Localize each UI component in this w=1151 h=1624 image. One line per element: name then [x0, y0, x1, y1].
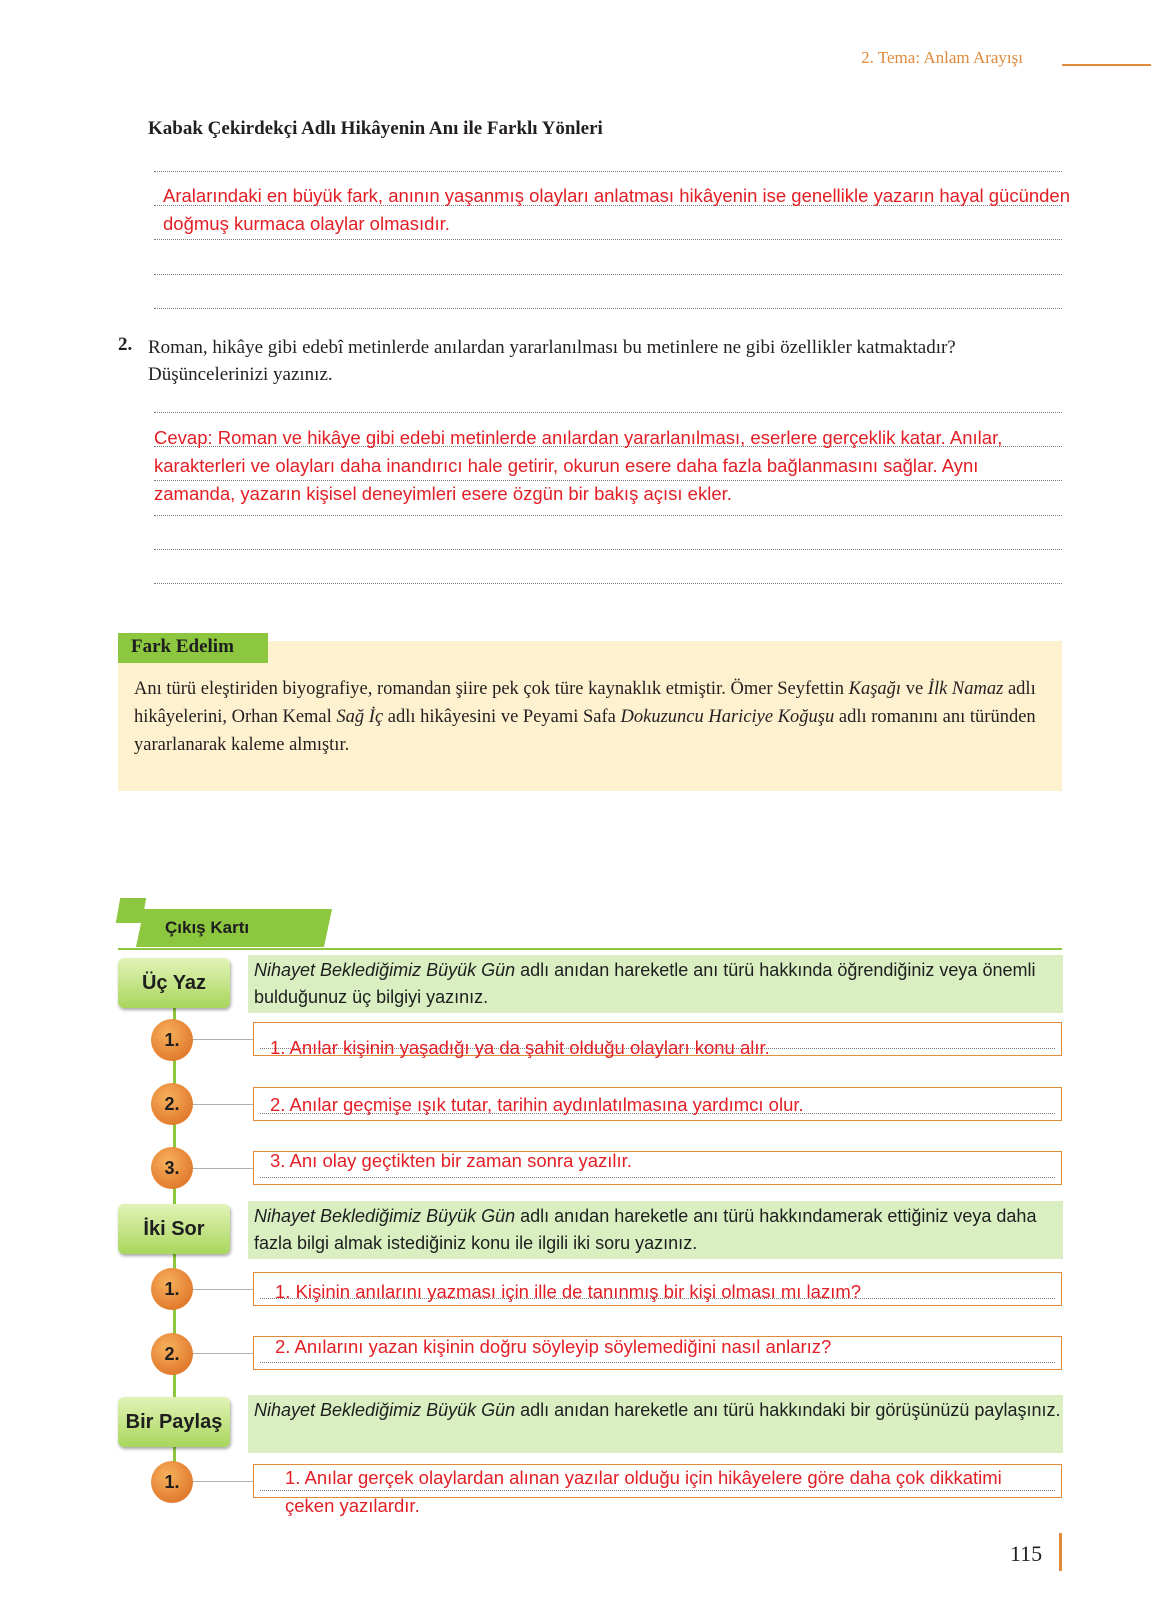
handwritten-answer: 3. Anı olay geçtikten bir zaman sonra yazılır. — [270, 1150, 632, 1171]
iki-sor-prompt: Nihayet Beklediğimiz Büyük Gün adlı anıdan hareketle anı türü hakkındamerak ettiğiniz veya daha fazla bilgi almak istediğiniz konu ile ilgili iki soru yazınız. — [248, 1201, 1063, 1259]
question-number: 2. — [118, 334, 133, 355]
fark-edelim-title: Fark Edelim — [131, 636, 234, 657]
work-title: İlk Namaz — [927, 679, 1004, 699]
item-number-circle: 2. — [151, 1333, 193, 1375]
uc-yaz-prompt: Nihayet Beklediğimiz Büyük Gün adlı anıdan hareketle anı türü hakkında öğrendiğiniz veya önemli bulduğunuz üç bilgiyi yazınız. — [248, 955, 1063, 1013]
connector-line — [193, 1168, 253, 1169]
connector-line — [193, 1481, 253, 1482]
handwritten-answer: 1. Kişinin anılarını yazması için ille de tanınmış bir kişi olması mı lazım? — [275, 1281, 862, 1302]
connector-line — [193, 1039, 253, 1040]
handwritten-answer: 2. Anılar geçmişe ışık tutar, tarihin aydınlatılmasına yardımcı olur. — [270, 1094, 804, 1115]
item-number-circle: 1. — [151, 1268, 193, 1310]
work-title: Sağ İç — [336, 707, 384, 727]
answer-line — [154, 549, 1062, 550]
cikis-karti-title: Çıkış Kartı — [165, 918, 250, 937]
work-title: Dokuzuncu Hariciye Koğuşu — [620, 707, 835, 727]
fark-edelim-text: Anı türü eleştiriden biyografiye, romandan şiire pek çok türe kaynaklık etmiştir. Ömer Seyfettin Kaşağı ve İlk Namaz adlı hikâyelerini, Orhan Kemal Sağ İç adlı hikâyesini ve Peyami Safa Dokuzuncu Hariciye Koğuşu adlı romanını anı türünden yararlanarak kaleme almıştır. — [134, 679, 1036, 755]
answer-line — [154, 412, 1062, 413]
section-heading: Kabak Çekirdekçi Adlı Hikâyenin Anı ile Farklı Yönleri — [148, 118, 603, 139]
answer-line — [154, 583, 1062, 584]
work-title: Kaşağı — [848, 679, 902, 699]
bir-paylas-prompt: Nihayet Beklediğimiz Büyük Gün adlı anıdan hareketle anı türü hakkındaki bir görüşünüzü paylaşınız. — [248, 1395, 1063, 1453]
item-number-circle: 2. — [151, 1083, 193, 1125]
connector-line — [193, 1104, 253, 1105]
page-number-bar — [1059, 1533, 1062, 1571]
cikis-karti-rule — [118, 948, 1062, 950]
header-rule — [1062, 64, 1151, 66]
answer-line — [154, 308, 1062, 309]
answer-line — [154, 515, 1062, 516]
item-number-circle: 1. — [151, 1461, 193, 1503]
handwritten-answer: 2. Anılarını yazan kişinin doğru söyleyip söylemediğini nasıl anlarız? — [275, 1336, 832, 1357]
theme-header: 2. Tema: Anlam Arayışı — [861, 48, 1023, 67]
page-number: 115 — [1010, 1541, 1043, 1566]
question-text: Roman, hikâye gibi edebî metinlerde anılardan yararlanılması bu metinlere ne gibi özellikler katmaktadır? Düşüncelerinizi yazınız. — [148, 337, 956, 385]
item-number-circle: 1. — [151, 1019, 193, 1061]
answer-line — [154, 239, 1062, 240]
iki-sor-label: İki Sor — [118, 1204, 230, 1254]
handwritten-answer: 1. Anılar kişinin yaşadığı ya da şahit olduğu olayları konu alır. — [270, 1037, 770, 1058]
answer-line — [154, 274, 1062, 275]
bir-paylas-label: Bir Paylaş — [118, 1397, 230, 1447]
answer-line — [154, 171, 1062, 172]
handwritten-answer: 1. Anılar gerçek olaylardan alınan yazılar olduğu için hikâyelere göre daha çok dikkatimi çeken yazılardır. — [285, 1467, 1002, 1516]
handwritten-answer: Cevap: Roman ve hikâye gibi edebi metinlerde anılardan yararlanılması, eserlere gerçeklik katar. Anılar, karakterleri ve olayları daha inandırıcı hale getirir, okurun esere daha fazla bağlanmasını sağlar. Aynı zamanda, yazarın kişisel deneyimleri esere özgün bir bakış açısı ekler. — [154, 427, 1003, 504]
connector-line — [193, 1353, 253, 1354]
handwritten-answer: Aralarındaki en büyük fark, anının yaşanmış olayları anlatması hikâyenin ise genellikle yazarın hayal gücünden doğmuş kurmaca olaylar olmasıdır. — [163, 185, 1071, 234]
connector-line — [193, 1289, 253, 1290]
item-number-circle: 3. — [151, 1147, 193, 1189]
uc-yaz-label: Üç Yaz — [118, 958, 230, 1008]
